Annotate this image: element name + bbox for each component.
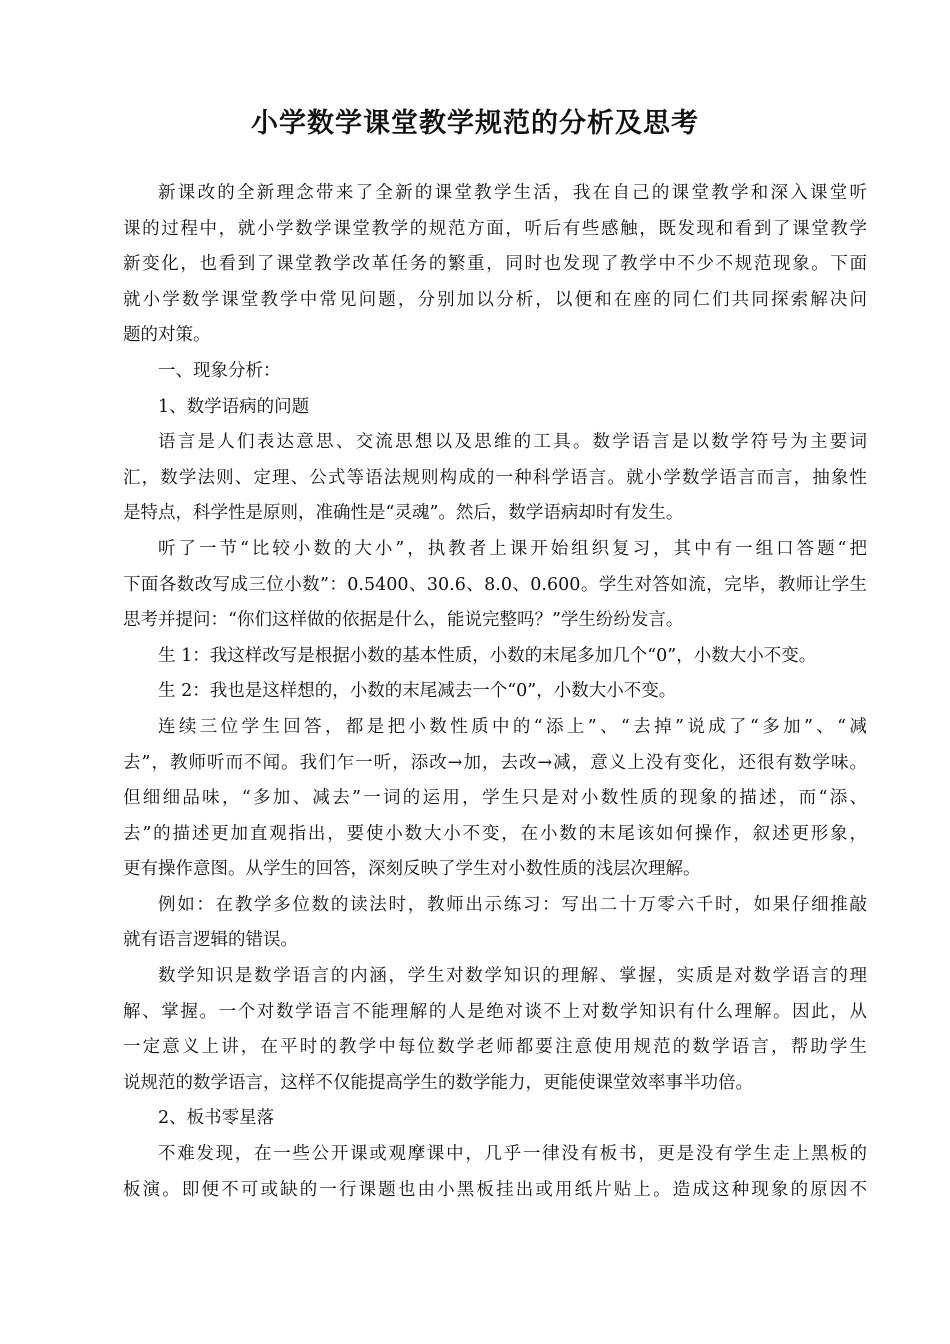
text-line: 去”的描述更加直观指出，要使小数大小不变，在小数的末尾该如何操作，叙述更形象， (123, 823, 867, 844)
text-line: 不难发现，在一些公开课或观摩课中，几乎一律没有板书，更是没有学生走上黑板的 (158, 1144, 867, 1165)
text-line: 就有语言逻辑的错误。 (123, 930, 298, 951)
text-line: 一、现象分析： (158, 360, 281, 381)
text-line: 汇，数学法则、定理、公式等语法规则构成的一种科学语言。就小学数学语言而言，抽象性 (123, 467, 867, 488)
text-line: 新变化，也看到了课堂教学改革任务的繁重，同时也发现了教学中不少不规范现象。下面 (123, 254, 867, 275)
text-line: 2、板书零星落 (158, 1108, 275, 1129)
text-line: 解、掌握。一个对数学语言不能理解的人是绝对谈不上对数学知识有什么理解。因此，从 (123, 1001, 867, 1022)
document-body (123, 176, 867, 1208)
text-line: 更有操作意图。从学生的回答，深刻反映了学生对小数性质的浅层次理解。 (123, 859, 701, 880)
text-line: 例如：在教学多位数的读法时，教师出示练习：写出二十万零六千时，如果仔细推敲 (158, 894, 867, 915)
text-line: 生 1：我这样改写是根据小数的基本性质，小数的末尾多加几个“0”，小数大小不变。 (158, 645, 817, 666)
text-line: 但细细品味，“多加、减去”一词的运用，学生只是对小数性质的现象的描述，而“添、 (123, 788, 867, 809)
text-line: 是特点，科学性是原则，准确性是“灵魂”。然后，数学语病却时有发生。 (123, 503, 684, 524)
text-line: 数学知识是数学语言的内涵，学生对数学知识的理解、掌握，实质是对数学语言的理 (158, 966, 867, 987)
text-line: 生 2：我也是这样想的，小数的末尾减去一个“0”，小数大小不变。 (158, 681, 677, 702)
text-line: 课的过程中，就小学数学课堂教学的规范方面，听后有些感触，既发现和看到了课堂教学 (123, 218, 867, 239)
text-line: 板演。即便不可或缺的一行课题也由小黑板挂出或用纸片贴上。造成这种现象的原因不 (123, 1179, 867, 1200)
text-line: 思考并提问：“你们这样做的依据是什么，能说完整吗？”学生纷纷发言。 (123, 610, 684, 631)
text-line: 题的对策。 (123, 325, 211, 346)
text-line: 连续三位学生回答，都是把小数性质中的“添上”、“去掉”说成了“多加”、“减 (158, 716, 867, 737)
text-line: 听了一节“比较小数的大小”，执教者上课开始组织复习，其中有一组口答题“把 (158, 538, 867, 559)
text-line: 新课改的全新理念带来了全新的课堂教学生活，我在自己的课堂教学和深入课堂听 (158, 183, 867, 203)
text-line: 说规范的数学语言，这样不仅能提高学生的数学能力，更能使课堂效率事半功倍。 (123, 1072, 753, 1093)
text-line: 1、数学语病的问题 (158, 396, 310, 417)
text-line: 一定意义上讲，在平时的教学中每位数学老师都要注意使用规范的数学语言，帮助学生 (123, 1037, 867, 1058)
text-line: 去”，教师听而不闻。我们乍一听，添改→加，去改→减，意义上没有变化，还很有数学味。 (123, 752, 867, 773)
text-line: 下面各数改写成三位小数”：0.5400、30.6、8.0、0.600。学生对答如流，完毕，教师让学生 (123, 574, 867, 595)
text-line: 语言是人们表达意思、交流思想以及思维的工具。数学语言是以数学符号为主要词 (158, 432, 867, 453)
text-line: 就小学数学课堂教学中常见问题，分别加以分析，以便和在座的同仁们共同探索解决问 (123, 289, 867, 310)
document-title: 小学数学课堂教学规范的分析及思考 (251, 108, 699, 139)
